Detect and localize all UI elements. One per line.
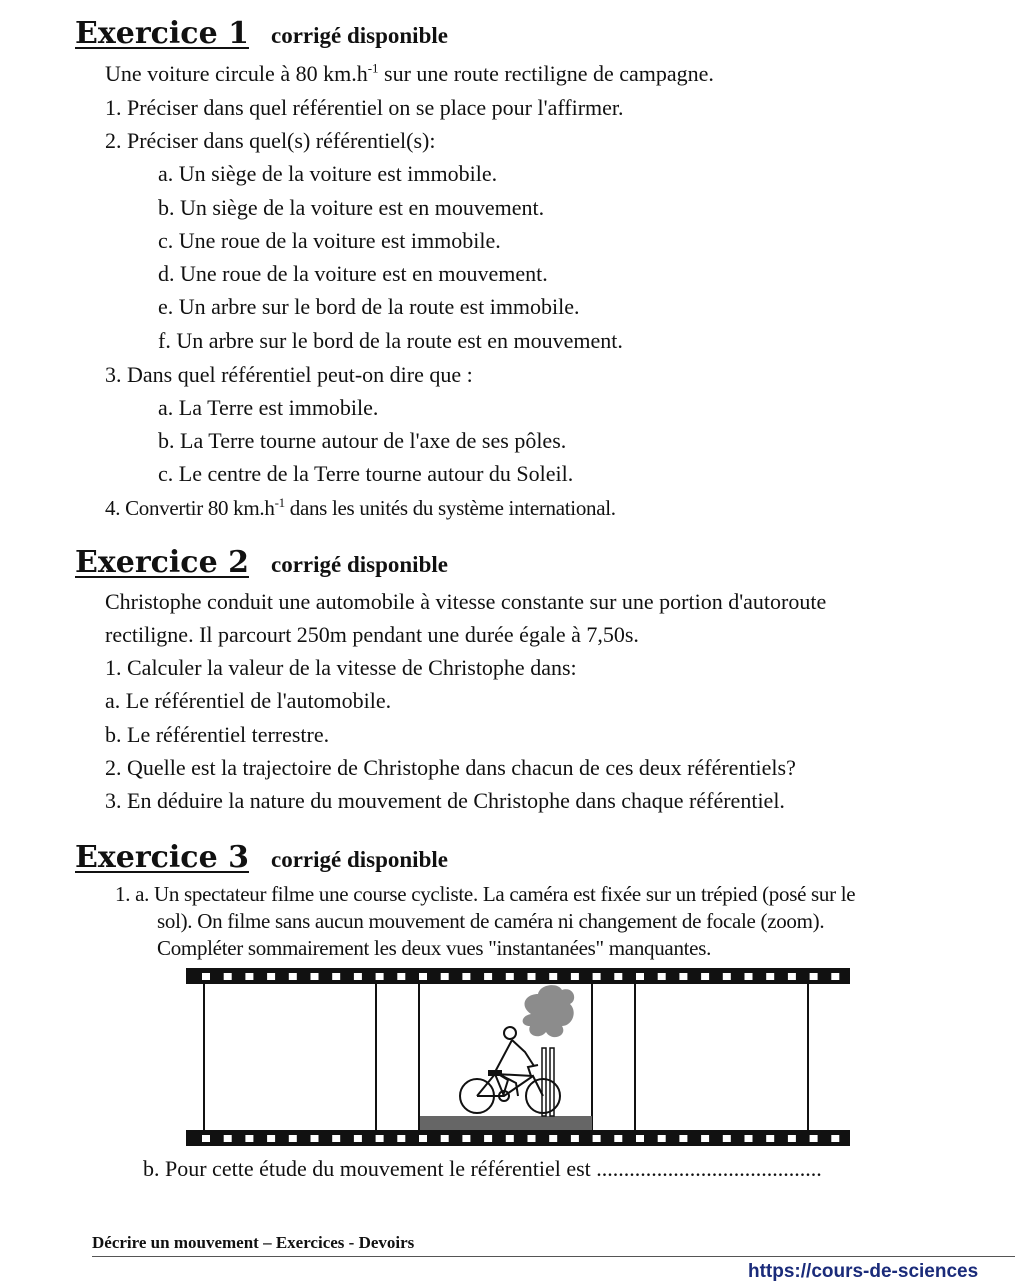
- rider-head: [504, 1027, 516, 1039]
- film-perforation: [354, 973, 362, 980]
- exercise-1-question-4: [105, 494, 616, 522]
- exercise-1-question-2c: c. Une roue de la voiture est immobile.: [158, 228, 501, 253]
- exercise-3-heading: [75, 840, 448, 878]
- exercise-1-question-2: 2. Préciser dans quel(s) référentiel(s):: [105, 128, 436, 153]
- film-perforation: [658, 973, 666, 980]
- film-perforation: [679, 1135, 687, 1142]
- exercise-3-question-1-line-3: Compléter sommairement les deux vues "instantanées" manquantes.: [157, 936, 712, 960]
- film-perforation: [332, 973, 340, 980]
- film-perforation: [506, 1135, 514, 1142]
- exercise-1-question-2d: d. Une roue de la voiture est en mouvement.: [158, 261, 548, 286]
- film-perforation: [506, 973, 514, 980]
- film-perforation: [745, 973, 753, 980]
- question-4-text: 4. Convertir 80 km.h: [105, 496, 275, 520]
- exercise-1-question-3b: b. La Terre tourne autour de l'axe de ses pôles.: [158, 428, 567, 453]
- film-perforation: [636, 973, 644, 980]
- exercise-2-question-1a: a. Le référentiel de l'automobile.: [105, 688, 392, 713]
- exercise-1-title: Exercice 1: [75, 16, 249, 51]
- film-perforation: [484, 973, 492, 980]
- film-perforation: [788, 973, 796, 980]
- exercise-1-question-2e: e. Un arbre sur le bord de la route est immobile.: [158, 294, 580, 319]
- film-perforation: [245, 973, 253, 980]
- film-perforation: [267, 973, 275, 980]
- film-perforation: [354, 1135, 362, 1142]
- film-perforation: [679, 973, 687, 980]
- film-perforation: [419, 973, 427, 980]
- exercise-1-question-3c: c. Le centre de la Terre tourne autour du Soleil.: [158, 461, 574, 486]
- exercise-2-intro-line-1: Christophe conduit une automobile à vitesse constante sur une portion d'autoroute: [105, 589, 827, 614]
- film-perforation: [528, 1135, 536, 1142]
- exercise-2-subtitle: corrigé disponible: [270, 552, 448, 577]
- film-perforation: [766, 1135, 774, 1142]
- footer-divider: [92, 1256, 1015, 1257]
- tree-drawing: [523, 985, 575, 1116]
- intro-exponent: -1: [367, 60, 379, 76]
- exercise-1-question-2f: f. Un arbre sur le bord de la route est en mouvement.: [158, 328, 623, 353]
- film-perforation: [528, 973, 536, 980]
- film-perforation: [224, 1135, 232, 1142]
- exercise-2-heading: [75, 545, 448, 583]
- film-perforation: [419, 1135, 427, 1142]
- film-perforation: [332, 1135, 340, 1142]
- exercise-3-question-b: b. Pour cette étude du mouvement le référentiel est .........................................: [143, 1156, 822, 1181]
- exercise-1-heading: [75, 16, 448, 54]
- footer-title: Décrire un mouvement – Exercices - Devoirs: [92, 1233, 415, 1252]
- film-perforation: [831, 973, 839, 980]
- film-perforation: [441, 1135, 449, 1142]
- film-perforation: [289, 1135, 297, 1142]
- exercise-1-question-2b: b. Un siège de la voiture est en mouvement.: [158, 195, 545, 220]
- exercise-1-intro: [105, 60, 714, 88]
- tree-crown: [523, 985, 575, 1037]
- film-perforation: [245, 1135, 253, 1142]
- film-perforation: [788, 1135, 796, 1142]
- film-perforation: [441, 973, 449, 980]
- film-perforation: [311, 973, 319, 980]
- film-perforation: [571, 973, 579, 980]
- film-perforation: [658, 1135, 666, 1142]
- film-perforation: [701, 1135, 709, 1142]
- exercise-1-question-3a: a. La Terre est immobile.: [158, 395, 379, 420]
- exercise-3-question-1-line-2: sol). On filme sans aucun mouvement de caméra ni changement de focale (zoom).: [157, 909, 825, 933]
- film-perforation: [766, 973, 774, 980]
- film-perforation: [397, 973, 405, 980]
- exercise-1-subtitle: corrigé disponible: [270, 23, 448, 48]
- intro-text: Une voiture circule à 80 km.h: [105, 61, 368, 86]
- film-perforation: [462, 973, 470, 980]
- exercise-2-question-2: 2. Quelle est la trajectoire de Christophe dans chacun de ces deux référentiels?: [105, 755, 796, 780]
- film-perforation: [636, 1135, 644, 1142]
- exercise-1-question-2a: a. Un siège de la voiture est immobile.: [158, 161, 498, 186]
- film-perforation: [571, 1135, 579, 1142]
- exercise-3-question-1-line-1: 1. a. Un spectateur filme une course cycliste. La caméra est fixée sur un trépied (posé sur le: [115, 882, 856, 906]
- film-perforation: [593, 973, 601, 980]
- question-4-text-end: dans les unités du système international.: [284, 496, 616, 520]
- film-perforation: [745, 1135, 753, 1142]
- film-perforation: [376, 1135, 384, 1142]
- exercise-3-title: Exercice 3: [75, 840, 249, 875]
- intro-text-end: sur une route rectiligne de campagne.: [378, 61, 714, 86]
- film-perforation: [224, 973, 232, 980]
- exercise-2-title: Exercice 2: [75, 545, 249, 580]
- film-perforation: [614, 1135, 622, 1142]
- exercise-1-question-1: 1. Préciser dans quel référentiel on se place pour l'affirmer.: [105, 95, 624, 120]
- film-perforation: [484, 1135, 492, 1142]
- question-4-exponent: -1: [274, 495, 285, 510]
- film-perforation: [831, 1135, 839, 1142]
- film-perforation: [311, 1135, 319, 1142]
- film-perforation: [614, 973, 622, 980]
- footer-url-link[interactable]: https://cours-de-sciences: [748, 1261, 979, 1282]
- ground-strip: [420, 1116, 592, 1130]
- film-perforation: [397, 1135, 405, 1142]
- exercise-1-question-3: 3. Dans quel référentiel peut-on dire que :: [105, 362, 473, 387]
- film-perforation: [723, 1135, 731, 1142]
- film-strip-bottom-band: [186, 1130, 850, 1146]
- film-perforation: [701, 973, 709, 980]
- film-perforation: [810, 973, 818, 980]
- film-perforation: [289, 973, 297, 980]
- exercise-2-intro-line-2: rectiligne. Il parcourt 250m pendant une durée égale à 7,50s.: [105, 622, 639, 647]
- frame-2-snapshot: [420, 985, 592, 1130]
- film-perforation: [810, 1135, 818, 1142]
- film-strip-figure: [186, 968, 852, 1148]
- exercise-3-subtitle: corrigé disponible: [270, 847, 448, 872]
- exercise-2-question-1b: b. Le référentiel terrestre.: [105, 722, 330, 747]
- film-perforation: [267, 1135, 275, 1142]
- film-perforation: [723, 973, 731, 980]
- film-perforation: [593, 1135, 601, 1142]
- film-perforation: [549, 973, 557, 980]
- film-perforation: [549, 1135, 557, 1142]
- exercise-2-question-1: 1. Calculer la valeur de la vitesse de Christophe dans:: [105, 655, 577, 680]
- bike-handlebar: [528, 1065, 538, 1076]
- film-strip-top-band: [186, 968, 850, 984]
- film-perforation: [462, 1135, 470, 1142]
- film-perforation: [202, 1135, 210, 1142]
- film-perforation: [202, 973, 210, 980]
- film-perforation: [376, 973, 384, 980]
- exercise-2-question-3: 3. En déduire la nature du mouvement de Christophe dans chaque référentiel.: [105, 788, 785, 813]
